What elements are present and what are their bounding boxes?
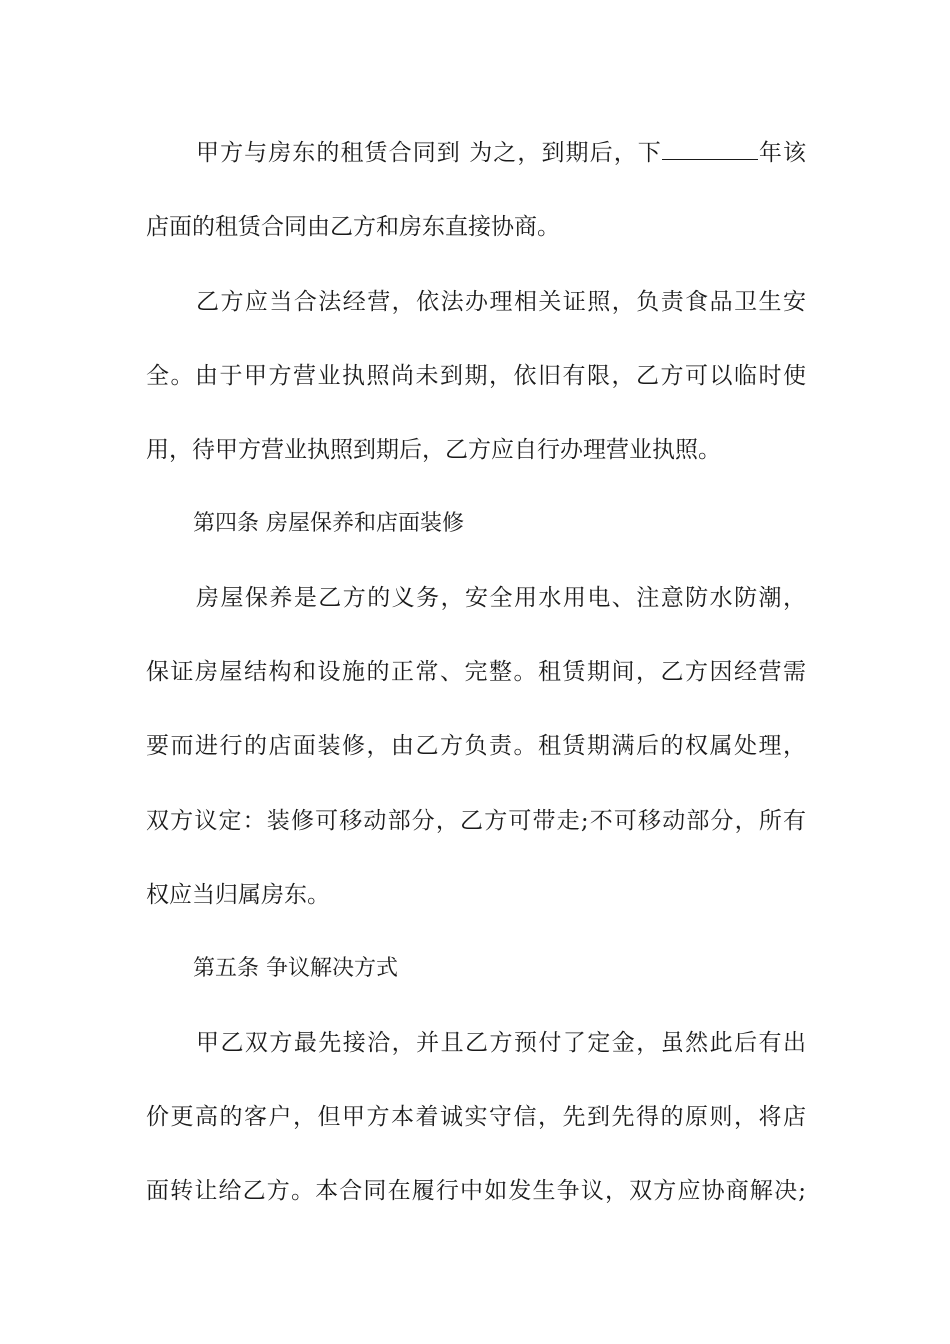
paragraph-line: 全。由于甲方营业执照尚未到期，依旧有限，乙方可以临时使 <box>146 363 806 389</box>
paragraph-line: 双方议定：装修可移动部分，乙方可带走;不可移动部分，所有 <box>146 808 806 834</box>
paragraph-line: 乙方应当合法经营，依法办理相关证照，负责食品卫生安 <box>196 289 806 315</box>
paragraph-line <box>196 138 806 168</box>
section-heading-4: 第四条 房屋保养和店面装修 <box>193 511 464 536</box>
paragraph-line: 价更高的客户，但甲方本着诚实守信，先到先得的原则，将店 <box>146 1104 806 1130</box>
text-run: 甲方与房东的租赁合同到 为之，到期后，下 <box>196 140 662 166</box>
paragraph-line: 权应当归属房东。 <box>146 882 330 908</box>
paragraph-line: 店面的租赁合同由乙方和房东直接协商。 <box>146 214 560 240</box>
text-run: 年该 <box>757 140 807 166</box>
paragraph-line: 甲乙双方最先接洽，并且乙方预付了定金，虽然此后有出 <box>196 1030 806 1056</box>
section-heading-5: 第五条 争议解决方式 <box>193 956 398 981</box>
paragraph-line: 保证房屋结构和设施的正常、完整。租赁期间，乙方因经营需 <box>146 659 806 685</box>
paragraph-line: 要而进行的店面装修，由乙方负责。租赁期满后的权属处理， <box>146 733 806 759</box>
paragraph-line: 用，待甲方营业执照到期后，乙方应自行办理营业执照。 <box>146 437 721 463</box>
paragraph-line: 房屋保养是乙方的义务，安全用水用电、注意防水防潮， <box>196 585 806 611</box>
paragraph-line: 面转让给乙方。本合同在履行中如发生争议，双方应协商解决; <box>146 1178 806 1204</box>
fill-in-blank <box>662 139 758 160</box>
